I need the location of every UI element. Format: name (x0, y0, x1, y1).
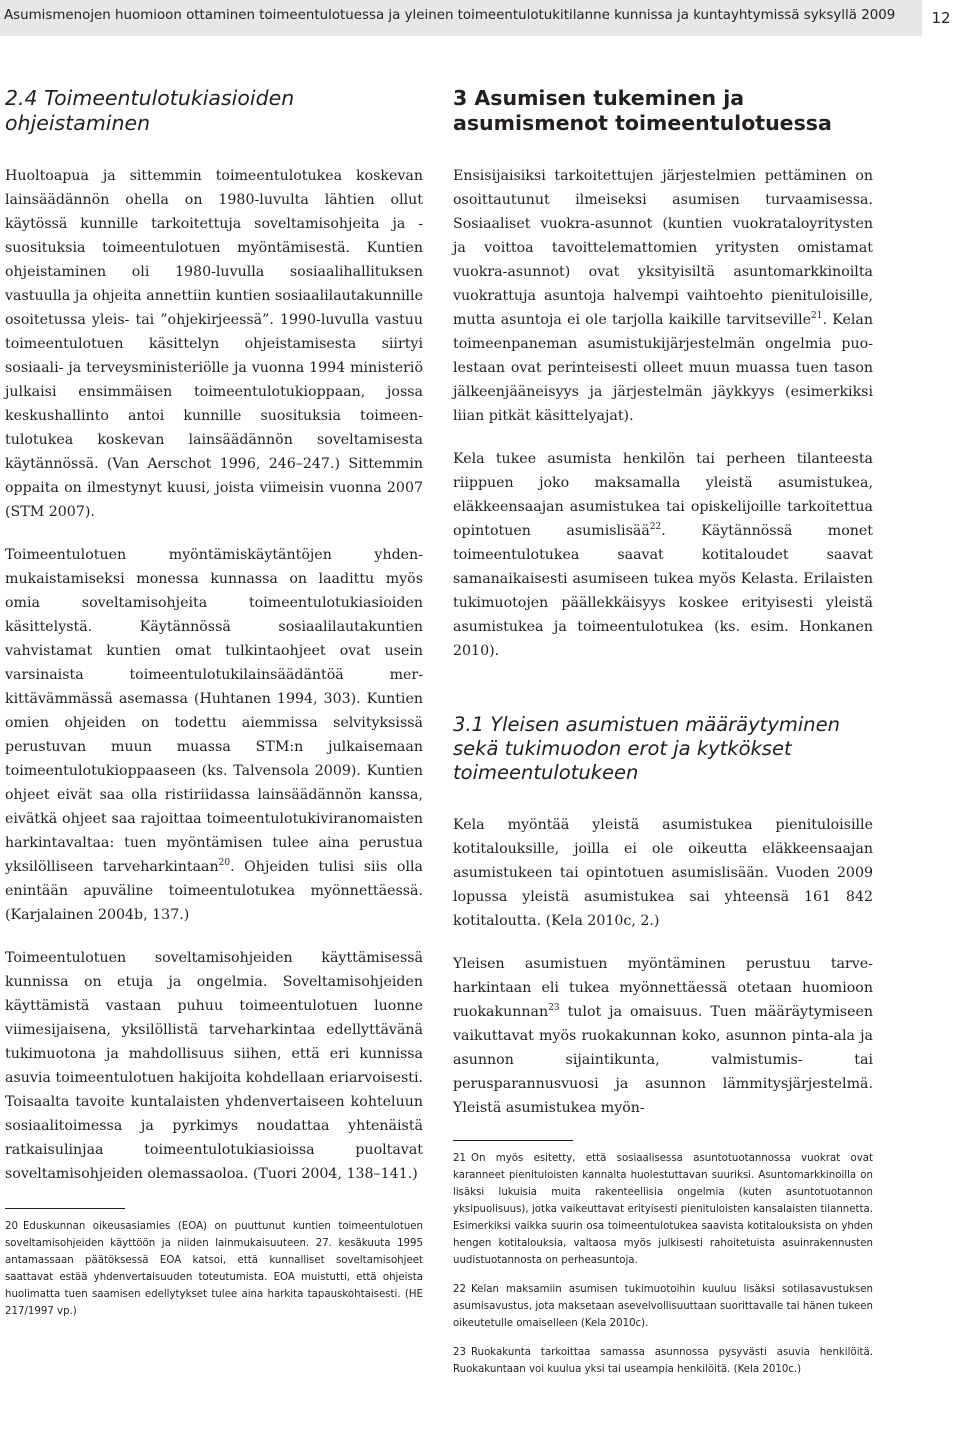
footnote-ref-23[interactable]: 23 (548, 1003, 560, 1013)
paragraph: Ensisijaisiksi tarkoitettujen järjestelmien pettäminen on osoittautunut ilmeiseksi asumisen turvaamisessa. Sosiaaliset vuokra-asunnot (kuntien vuokrataloyritysten ja voittoa tavoittelemattomien yritysten omistamat vuokra-asunnot) ovat yksityisiltä asuntomarkkinoilta vuokrattuja asuntoja halvempi vaihtoehto pienituloisille, mutta asuntoja ei ole tarjolla kaikille tarvitseville$^{21}$. Kelan toimeenpaneman asumistukijärjestelmän ongelmia puolestaan ovat perinteisesti olleet muun muassa tuen tason jälkeenjääneisyys ja järjestelmän jäykkyys (esimerkiksi liian pitkät käsittelyajat). (453, 168, 873, 424)
header-title: Asumismenojen huomioon ottaminen toimeentulotuessa ja yleinen toimeentulotukitilanne kunnissa ja kuntayhtymissä syksyllä 2009 (4, 8, 896, 23)
paragraph: Toimeentulotuen myöntämiskäytäntöjen yhdenmukaistamiseksi monessa kunnassa on laadittu myös omia soveltamisohjeita toimeentulotukiasioiden käsittelystä. Käytännössä sosiaalilautakuntien vahvistamat kuntien omat tulkintaohjeet ovat usein varsinaista toimeentulotukilainsäädäntöä merkittävämmässä asemassa (Huhtanen 1994, 303). Kuntien omien ohjeiden on todettu aiemmissa selvityksissä perustuvan muun muassa STM:n julkaisemaan toimeentulotukioppaaseen (ks. Talvensola 2009). Kuntien ohjeet eivät saa olla ristiriidassa lainsäädännön kanssa, eivätkä ohjeet saa rajoittaa toimeentulotukiviranomaisten harkintavaltaa: tuen myöntämisen tulee aina perustua yksilölliseen tarveharkintaan$^{20}$. Ohjeiden tulisi siis olla enintään apuväline toimeentulotukea myönnettäessä. (Karjalainen 2004b, 137.) (5, 547, 423, 923)
page-number: 12 (931, 9, 951, 27)
paragraph: Toimeentulotuen soveltamisohjeiden käyttämisessä kunnissa on etuja ja ongelmia. Soveltamisohjeiden käyttämistä vastaan puhuu toimeentulotuen luonne viimesijaisena, yksilöllistä tarveharkintaa edellyttävänä tukimuotona ja mahdollisuus siihen, että eri kunnissa asuvia toimeentulotuen hakijoita kohdellaan eriarvoisesti. Toisaalta tavoite kuntalaisten yhdenvertaiseen kohteluun sosiaalitoimessa ja pyrkimys noudattaa yhtenäistä ratkaisulinjaa toimeentulotukiasioissa puoltavat soveltamisohjeiden olemassaoloa. (Tuori 2004, 138–141.) (5, 950, 423, 1182)
footnote-22: 22 Kelan maksamiin asumisen tukimuotoihin kuuluu lisäksi sotilasavustuksen asumisavustus, jota maksetaan asevelvollisuuttaan suorittavalle tai hänen tukeen oikeutetulle omaiselleen (Kela 2010c). (453, 1284, 873, 1329)
footnote-ref-22[interactable]: 22 (649, 522, 662, 532)
footnote-20: 20 Eduskunnan oikeusasiamies (EOA) on puuttunut kuntien toimeentulotuen soveltamisohjeiden käyttöön ja niiden lainmukaisuuteen. 27. kesäkuuta 1995 antamassaan päätöksessä EOA katsoi, että kunnalliset soveltamisohjeet saattavat estää yhdenvertaisuuden toteutumista. EOA muistutti, että ohjeista huolimatta tuen saamisen edellytykset tulee aina harkita tapauskohtaisesti. (HE 217/1997 vp.) (5, 1221, 423, 1317)
running-header (0, 0, 960, 36)
section-heading-2-4: 2.4 Toimeentulotukiasioiden ohjeistaminen (5, 86, 295, 135)
paragraph: Kela tukee asumista henkilön tai perheen tilanteesta riippuen joko maksamalla yleistä asumistukea, eläkkeensaajan asumistukea tai opiskelijoille tarkoitettua opintotuen asumislisää$^{22}$. Käytännössä monet toimeentulotukea saavat kotitaloudet saavat samanaikaisesti asumiseen tukea myös Kelasta. Erilaisten tukimuotojen päällekkäisyys koskee erityisesti yleistä asumistukea ja toimeentulotukea (ks. esim. Honkanen 2010). (453, 451, 873, 659)
footnote-21: 21 On myös esitetty, että sosiaalisessa asuntotuotannossa vuokrat ovat karanneet pienituloisten kannalta huolestuttavan suuriksi. Asuntomarkkinoilla on lisäksi lukuisia muita rakenteellisia ongelmia (kuten asuntotuotannon yksipuolisuus), jotka vaikeuttavat erityisesti pienituloisten kansalaisten tilannetta. Esimerkiksi vaikka suurin osa toimeentulotukea saavista kotitalouksista on yhden hengen kotitalouksia, valtaosa myös julkisesti rahoitetuista asuinrakennusten uudistuotannosta on perheasuntoja. (453, 1153, 873, 1266)
paragraph: Huoltoapua ja sittemmin toimeentulotukea koskevan lainsäädännön ohella on 1980-luvulta lähtien ollut käytössä kunnille tarkoitettuja soveltamisohjeita ja -suosituksia toimeentulotuen myöntämisestä. Kuntien ohjeistaminen oli 1980-luvulla sosiaalihallituksen vastuulla ja ohjeita annettiin kuntien sosiaalilautakunnille osoitetussa yleis- tai ”ohjekirjeessä”. 1990-luvulla vastuu toimeentulotuen käsittelyn ohjeistamisesta siirtyi sosiaali- ja terveysministeriölle ja vuonna 1994 ministeriö julkaisi ensimmäisen toimeentulotukioppaan, jossa keskushallinto antoi kunnille suosituksia toimeentulotukea koskevan lainsäädännön soveltamisesta käytännössä. (Van Aerschot 1996, 246–247.) Sittemmin oppaita on ilmestynyt kuusi, joista viimeisin vuonna 2007 (STM 2007). (5, 168, 423, 520)
footnote-ref-21[interactable]: 21 (811, 311, 823, 321)
footnote-ref-20[interactable]: 20 (218, 858, 231, 868)
paragraph: Yleisen asumistuen myöntäminen perustuu tarveharkintaan eli tukea myönnettäessä otetaan huomioon ruokakunnan$^{23}$ tulot ja omaisuus. Tuen määräytymiseen vaikuttavat myös ruokakunnan koko, asunnon pinta-ala ja asunnon sijaintikunta, valmistumis- tai perusparannusvuosi ja asunnon lämmitysjärjestelmä. Yleistä asumistukea myön- (453, 956, 873, 1116)
left-column (5, 86, 423, 1320)
header-bar (0, 0, 922, 36)
footnote-23: 23 Ruokakunta tarkoittaa samassa asunnossa pysyvästi asuvia henkilöitä. Ruokakuntaan voi kuulua yksi tai useampia henkilöitä. (Kela 2010c.) (453, 1347, 873, 1375)
paragraph: Kela myöntää yleistä asumistukea pienituloisille kotitalouksille, joilla ei ole oikeutta eläkkeensaajan asumistukeen tai opintotuen asumislisään. Vuoden 2009 lopussa yleistä asumistukea sai yhteensä 161 842 kotitaloutta. (Kela 2010c, 2.) (453, 817, 873, 929)
right-column (453, 86, 873, 1378)
subsection-heading-3-1: 3.1 Yleisen asumistuen määräytyminen sekä tukimuodon erot ja kytkökset toimeentulotukeen (453, 713, 840, 784)
section-heading-3: 3 Asumisen tukeminen ja asumismenot toimeentulotuessa (453, 86, 832, 135)
